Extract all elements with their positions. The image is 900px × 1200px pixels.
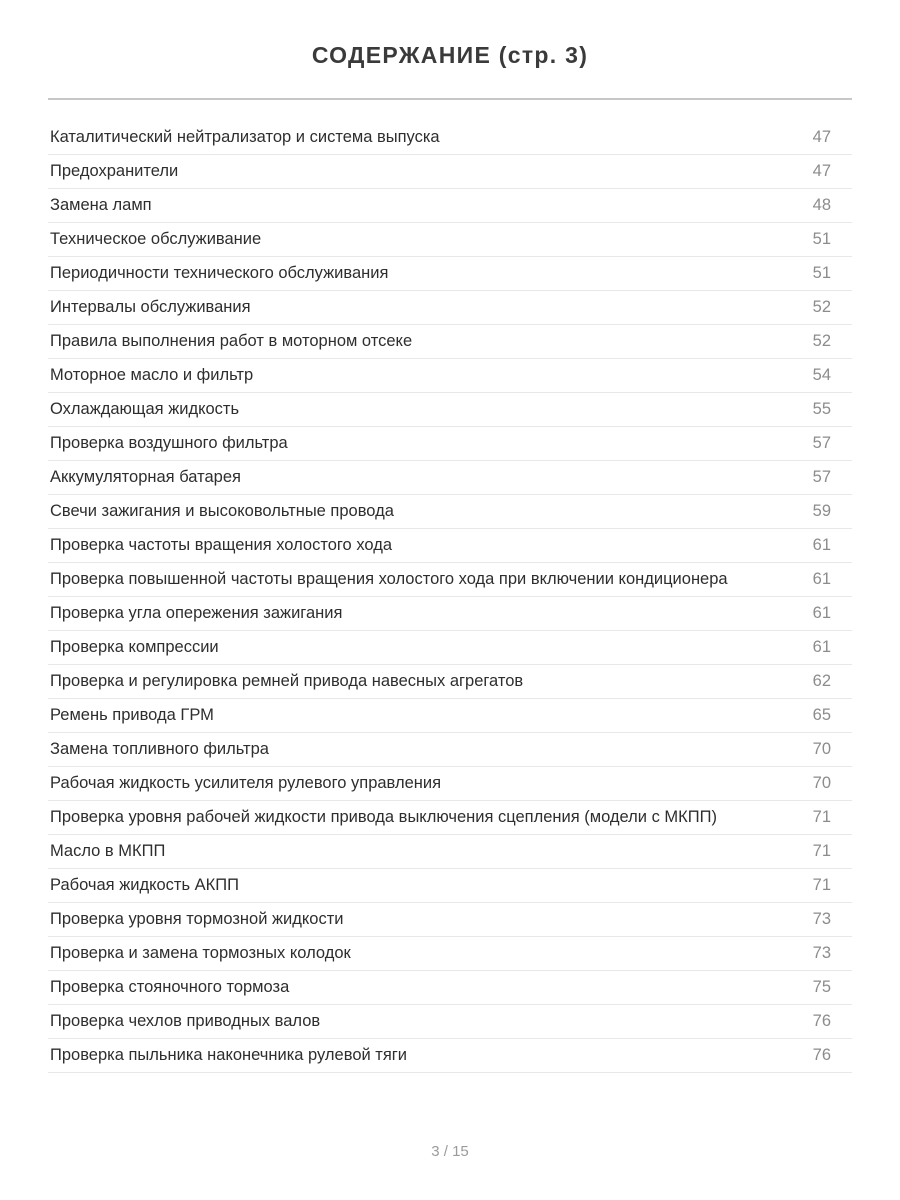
toc-entry[interactable] xyxy=(48,733,852,767)
toc-entry-label: Проверка и регулировка ремней привода навесных агрегатов xyxy=(50,672,524,690)
toc-entry[interactable] xyxy=(48,529,852,563)
toc-entry[interactable] xyxy=(48,189,852,223)
toc-entry-label: Проверка угла опережения зажигания xyxy=(50,604,343,622)
toc-entry-page: 71 xyxy=(812,876,831,894)
toc-entry-page: 73 xyxy=(812,944,831,962)
toc-entry[interactable] xyxy=(48,767,852,801)
toc-entry-label: Проверка пыльника наконечника рулевой тяги xyxy=(50,1046,408,1064)
toc-entry-page: 62 xyxy=(812,672,831,690)
toc-entry-label: Масло в МКПП xyxy=(50,842,166,860)
toc-entry-label: Предохранители xyxy=(50,162,179,180)
toc-entry[interactable] xyxy=(48,359,852,393)
toc-entry-label: Моторное масло и фильтр xyxy=(50,366,254,384)
toc-entry-label: Аккумуляторная батарея xyxy=(50,468,241,486)
toc-list xyxy=(48,121,852,1073)
toc-entry-label: Техническое обслуживание xyxy=(50,230,262,248)
toc-entry-page: 47 xyxy=(812,128,831,146)
toc-entry-label: Интервалы обслуживания xyxy=(50,298,251,316)
toc-entry-page: 76 xyxy=(812,1046,831,1064)
toc-entry-page: 70 xyxy=(812,740,831,758)
toc-entry[interactable] xyxy=(48,495,852,529)
toc-entry-page: 51 xyxy=(812,230,831,248)
toc-entry-label: Правила выполнения работ в моторном отсеке xyxy=(50,332,413,350)
toc-entry-page: 57 xyxy=(812,468,831,486)
toc-entry[interactable] xyxy=(48,121,852,155)
toc-entry-page: 47 xyxy=(812,162,831,180)
toc-entry-label: Проверка повышенной частоты вращения холостого хода при включении кондиционера xyxy=(50,570,728,588)
toc-entry-page: 52 xyxy=(812,298,831,316)
toc-entry-page: 59 xyxy=(812,502,831,520)
toc-entry[interactable] xyxy=(48,665,852,699)
toc-entry-page: 52 xyxy=(812,332,831,350)
toc-entry-page: 65 xyxy=(812,706,831,724)
page-title: СОДЕРЖАНИЕ (стр. 3) xyxy=(311,42,589,68)
toc-entry-label: Рабочая жидкость АКПП xyxy=(50,876,239,894)
toc-entry-page: 61 xyxy=(812,604,831,622)
toc-entry[interactable] xyxy=(48,563,852,597)
toc-entry[interactable] xyxy=(48,393,852,427)
toc-entry[interactable] xyxy=(48,631,852,665)
toc-entry[interactable] xyxy=(48,971,852,1005)
toc-entry-page: 70 xyxy=(812,774,831,792)
toc-entry-page: 71 xyxy=(812,842,831,860)
toc-entry-label: Проверка уровня рабочей жидкости привода выключения сцепления (модели с МКПП) xyxy=(50,808,717,826)
toc-entry-page: 61 xyxy=(812,638,831,656)
toc-entry-page: 48 xyxy=(812,196,831,214)
toc-entry-label: Проверка компрессии xyxy=(50,638,219,656)
toc-entry-label: Рабочая жидкость усилителя рулевого управления xyxy=(50,774,442,792)
toc-entry-label: Проверка и замена тормозных колодок xyxy=(50,944,351,962)
toc-entry[interactable] xyxy=(48,155,852,189)
toc-entry-label: Проверка воздушного фильтра xyxy=(50,434,288,452)
toc-entry-label: Охлаждающая жидкость xyxy=(50,400,240,418)
toc-entry-label: Проверка частоты вращения холостого хода xyxy=(50,536,392,554)
toc-entry[interactable] xyxy=(48,257,852,291)
toc-entry-page: 75 xyxy=(812,978,831,996)
toc-entry-page: 57 xyxy=(812,434,831,452)
toc-entry[interactable] xyxy=(48,325,852,359)
toc-entry-label: Проверка уровня тормозной жидкости xyxy=(50,910,344,928)
toc-entry-label: Каталитический нейтрализатор и система выпуска xyxy=(50,128,440,146)
toc-entry-label: Проверка стояночного тормоза xyxy=(50,978,290,996)
toc-entry-label: Свечи зажигания и высоковольтные провода xyxy=(50,502,394,520)
toc-entry-page: 76 xyxy=(812,1012,831,1030)
toc-entry[interactable] xyxy=(48,461,852,495)
toc-entry[interactable] xyxy=(48,801,852,835)
toc-entry-page: 55 xyxy=(812,400,831,418)
toc-entry[interactable] xyxy=(48,597,852,631)
toc-entry-label: Ремень привода ГРМ xyxy=(50,706,214,724)
toc-entry-page: 61 xyxy=(812,570,831,588)
toc-entry[interactable] xyxy=(48,223,852,257)
toc-entry-page: 54 xyxy=(812,366,831,384)
toc-entry-label: Периодичности технического обслуживания xyxy=(50,264,389,282)
toc-entry-page: 61 xyxy=(812,536,831,554)
toc-entry[interactable] xyxy=(48,1005,852,1039)
toc-entry[interactable] xyxy=(48,699,852,733)
toc-entry-page: 71 xyxy=(812,808,831,826)
toc-entry[interactable] xyxy=(48,835,852,869)
toc-entry-page: 73 xyxy=(812,910,831,928)
title-divider xyxy=(48,98,852,100)
toc-entry-label: Проверка чехлов приводных валов xyxy=(50,1012,321,1030)
toc-entry-label: Замена ламп xyxy=(50,196,152,214)
toc-entry[interactable] xyxy=(48,937,852,971)
toc-entry-page: 51 xyxy=(812,264,831,282)
toc-entry[interactable] xyxy=(48,291,852,325)
page-number-indicator: 3 / 15 xyxy=(431,1143,469,1160)
toc-entry[interactable] xyxy=(48,427,852,461)
toc-entry[interactable] xyxy=(48,1039,852,1073)
toc-entry[interactable] xyxy=(48,869,852,903)
toc-entry-label: Замена топливного фильтра xyxy=(50,740,269,758)
toc-entry[interactable] xyxy=(48,903,852,937)
